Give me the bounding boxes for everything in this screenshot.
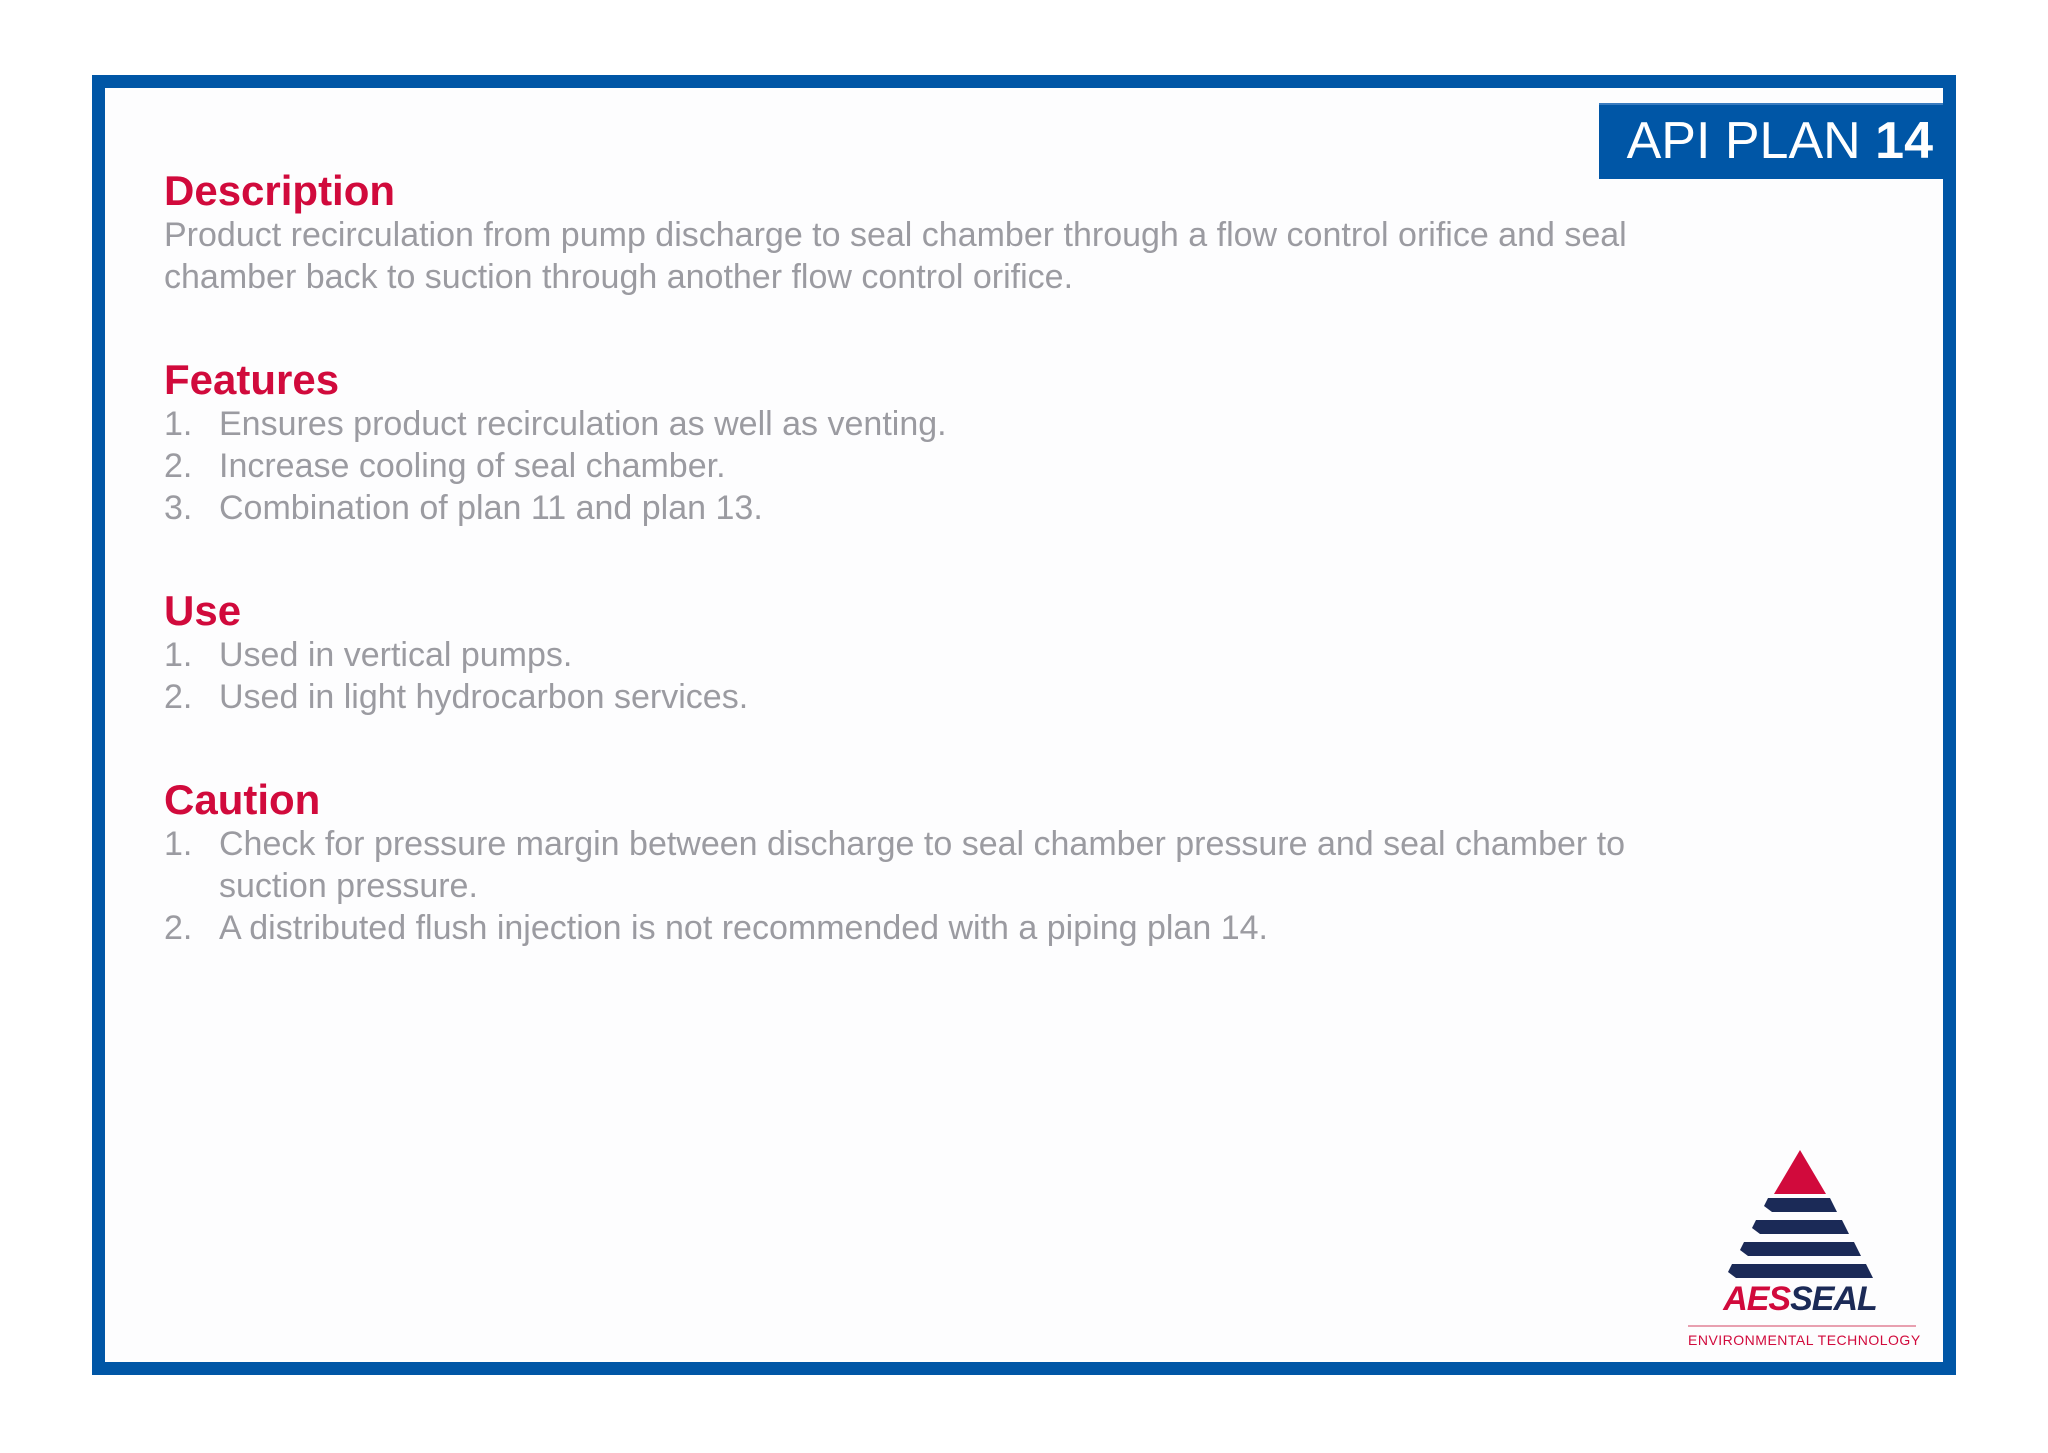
list-item [164,634,1814,676]
logo-red-peak-icon [1774,1150,1826,1194]
description-line: chamber back to suction through another flow control orifice. [164,258,1074,296]
list-text: A distributed flush injection is not recommended with a piping plan 14. [219,909,1268,947]
features-heading: Features [164,356,340,403]
list-text: Ensures product recirculation as well as venting. [219,405,947,443]
caution-section [164,777,1814,949]
badge-prefix: API PLAN [1626,112,1861,170]
logo-stripe-icon [1740,1242,1861,1256]
list-index: 2. [164,909,193,947]
features-section [164,357,1814,529]
logo-stripe-icon [1764,1198,1837,1212]
use-heading: Use [164,587,242,634]
list-text: suction pressure. [219,867,478,905]
logo-stripe-icon [1752,1220,1849,1234]
list-text: Combination of plan 11 and plan 13. [219,489,763,527]
list-index: 1. [164,825,193,863]
list-item [164,403,1814,445]
list-item [164,445,1814,487]
use-section [164,588,1814,718]
description-line: Product recirculation from pump discharge to seal chamber through a flow control orifice and seal [164,216,1627,254]
badge-rule [1599,103,1943,105]
badge-number: 14 [1875,112,1933,170]
list-text: Increase cooling of seal chamber. [219,447,726,485]
list-text: Used in vertical pumps. [219,636,573,674]
caution-heading: Caution [164,776,321,823]
description-heading: Description [164,167,396,214]
list-index: 1. [164,405,193,443]
list-item [164,676,1814,718]
aesseal-logo [1680,1150,1920,1350]
logo-brand: AESSEAL [1723,1280,1877,1318]
description-section [164,168,1814,298]
list-text: Used in light hydrocarbon services. [219,678,749,716]
logo-stripe-icon [1728,1264,1873,1278]
list-text: Check for pressure margin between discharge to seal chamber pressure and seal chamber to [219,825,1626,863]
logo-divider [1688,1325,1916,1327]
logo-tagline: ENVIRONMENTAL TECHNOLOGY [1688,1332,1921,1348]
list-item-continuation [164,865,1814,907]
list-index: 1. [164,636,193,674]
list-index: 2. [164,678,193,716]
list-item [164,487,1814,529]
list-item [164,823,1814,865]
list-index: 3. [164,489,193,527]
list-index: 2. [164,447,193,485]
list-item [164,907,1814,949]
